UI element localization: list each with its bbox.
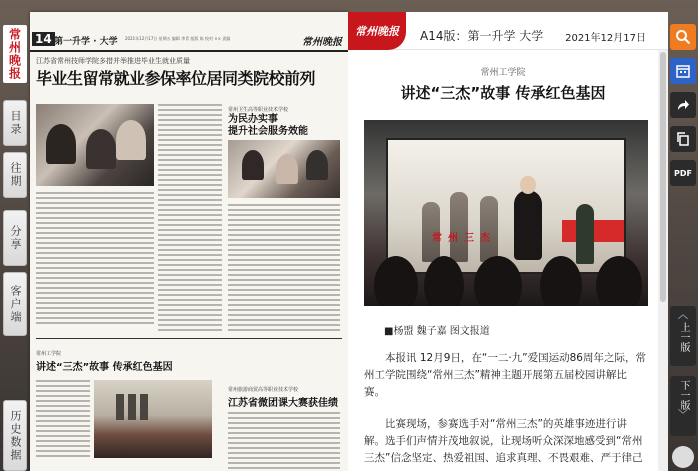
previous-page-label: 上一版 xyxy=(678,322,689,352)
chair-decoration xyxy=(672,446,694,468)
right-story-text xyxy=(228,204,340,334)
newspaper-page[interactable] xyxy=(30,12,348,471)
previous-page-button[interactable] xyxy=(670,306,696,366)
reader-logo: 常州晚报 xyxy=(348,12,406,50)
copy-button[interactable] xyxy=(670,126,696,152)
page-divider xyxy=(36,338,342,339)
bottom-right-headline[interactable]: 江苏省微团课大赛获佳绩 xyxy=(228,398,338,409)
nav-tab-catalog[interactable]: 目录 xyxy=(3,100,27,146)
edition-label: A14版：第一升学 大学 xyxy=(420,29,544,43)
reader-header xyxy=(348,12,668,50)
right-story-photo xyxy=(228,140,340,198)
lead-headline[interactable]: 毕业生留常就业参保率位居同类院校前列 xyxy=(36,69,316,88)
bottom-right-text xyxy=(228,412,340,471)
bottom-right-subhead[interactable]: 常州旅游商贸高等职业技术学校 xyxy=(228,387,299,393)
brand-tab[interactable]: 常州晚报 xyxy=(3,25,27,83)
calendar-icon xyxy=(675,63,691,79)
article-paragraph: 本报讯 12月9日，在“一二·九”爱国运动86周年之际，常州工学院围绕“常州三杰”精神主题开展第五届校园讲解比赛。 xyxy=(364,352,646,398)
bottom-story-headline[interactable]: 讲述“三杰”故事 传承红色基因 xyxy=(36,362,173,373)
next-page-button[interactable] xyxy=(670,376,696,436)
article-kicker: 常州工学院 xyxy=(480,68,526,78)
nav-tab-history[interactable]: 历史数据 xyxy=(3,400,27,471)
right-story-subhead[interactable]: 常州卫生高等职业技术学校 xyxy=(228,107,289,113)
share-button[interactable] xyxy=(670,92,696,118)
search-icon xyxy=(675,29,691,45)
pdf-button[interactable] xyxy=(670,160,696,186)
pdf-label: PDF xyxy=(674,168,692,178)
copy-icon xyxy=(675,131,691,147)
article-reader xyxy=(348,12,668,471)
article-byline: ■杨盟 魏子嘉 图文报道 xyxy=(384,326,490,337)
article-title: 讲述“三杰”故事 传承红色基因 xyxy=(400,84,606,102)
right-story-headline[interactable]: 为民办实事 提升社会服务效能 xyxy=(228,114,308,137)
nav-tab-share[interactable]: 分享 xyxy=(3,210,27,266)
lead-subhead[interactable]: 江苏省常州技师学院多措并举推进毕业生就业质量 xyxy=(36,57,190,65)
chevron-up-icon: ︿ xyxy=(678,310,688,321)
next-page-label: 下一版 xyxy=(678,380,689,410)
edition-date: 2021年12月17日 xyxy=(565,33,646,44)
page-logo: 常州晚报 xyxy=(302,37,342,48)
nav-tab-archive[interactable]: 往期 xyxy=(3,152,27,198)
scrollbar-thumb[interactable] xyxy=(660,52,666,302)
bottom-story-subhead[interactable]: 常州工学院 xyxy=(36,351,62,357)
tool-column xyxy=(668,0,698,471)
calendar-button[interactable] xyxy=(670,58,696,84)
nav-tab-client[interactable]: 客户端 xyxy=(3,272,27,336)
page-section: 第一升学 · 大学 xyxy=(54,37,118,47)
audience xyxy=(364,250,648,306)
screen-banner: 常州三杰 xyxy=(432,233,496,244)
page-header xyxy=(30,30,348,52)
lead-text-col2 xyxy=(158,104,222,334)
search-button[interactable] xyxy=(670,24,696,50)
page-number: 14 xyxy=(32,32,55,46)
reader-scrollbar[interactable] xyxy=(658,50,668,471)
article-paragraph: 比赛现场，参赛选手对“常州三杰”的英雄事迹进行讲解。选手们声情并茂地叙说，让现场听众深深地感受到“常州三杰”信念坚定、热爱祖国、追求真理、不畏艰难、严于律己 xyxy=(364,418,643,464)
chevron-down-icon: ﹀ xyxy=(678,410,688,421)
bottom-story-photo xyxy=(94,380,212,458)
lead-photo xyxy=(36,104,154,186)
article-photo xyxy=(364,120,648,306)
share-icon xyxy=(675,97,691,113)
page-dateline: 2021年12月17日 星期五 编辑 李青 组版 陈 校对 ×× 责编 xyxy=(125,36,231,41)
bottom-story-text xyxy=(36,380,90,460)
lead-text xyxy=(36,192,154,327)
left-nav xyxy=(0,0,30,471)
